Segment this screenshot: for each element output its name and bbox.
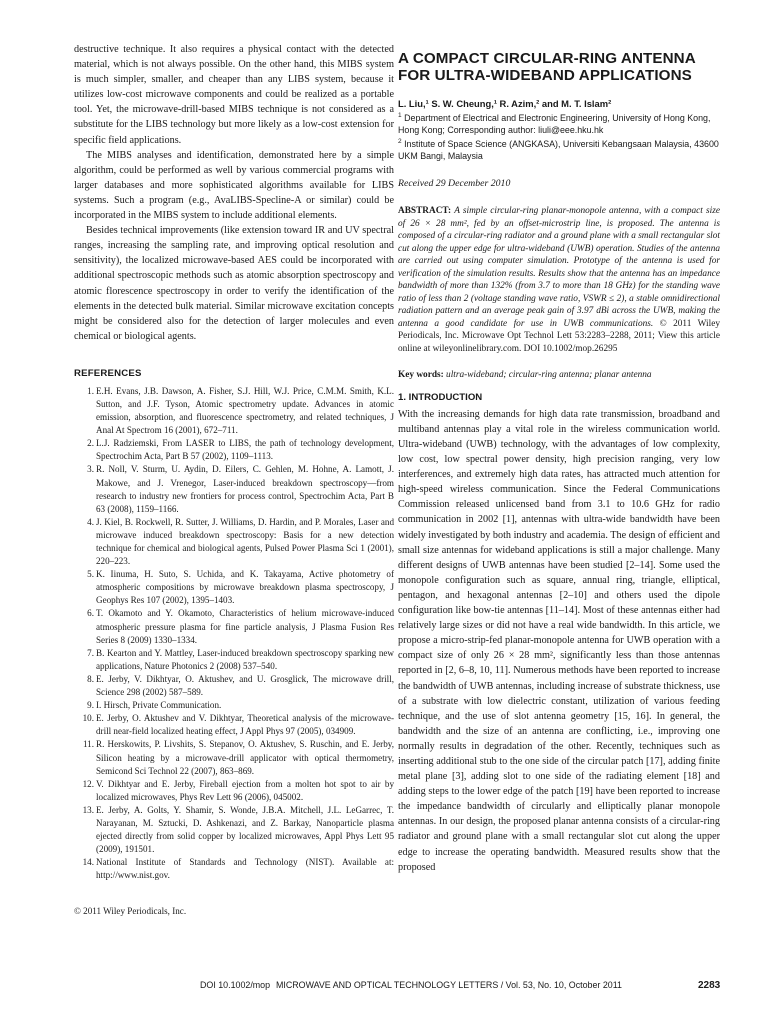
- abstract: [398, 205, 720, 355]
- body-paragraph: Besides technical improvements (like extension toward IR and UV spectral ranges, increasing the sampling rate, and improving optical resolution and sensitivity), the localized microwave-based AES could be incorporated with additional spectroscopic methods such as atomic absorption spectroscopy and atomic florescence spectroscopy in order to verify the identification of the elements in the detected bulk material. Similar microwave excitation concepts might be considered also for the detection of larger molecules and even chemical or biological agents.: [74, 225, 394, 342]
- reference-item: 2. L.J. Radziemski, From LASER to LIBS, the path of technology development, Spectrochim Acta, Part B 57 (2002), 1109–1113.: [87, 438, 394, 462]
- reference-item: 4. J. Kiel, B. Rockwell, R. Sutter, J. Williams, D. Hardin, and P. Morales, Laser and microwave induced breakdown spectroscopy: Basis for a new detection technique for chemical and biological agents, Pulsed Power Plasma Sci 1 (2001), 220–223.: [87, 516, 394, 567]
- copyright-notice: © 2011 Wiley Periodicals, Inc.: [74, 906, 187, 917]
- title-line: A COMPACT CIRCULAR-RING ANTENNA: [398, 50, 696, 67]
- reference-item: 8. E. Jerby, V. Dikhtyar, O. Aktushev, and U. Grosglick, The microwave drill, Science 298 (2002) 587–589.: [87, 673, 394, 698]
- reference-item: 6. T. Okamoto and Y. Okamoto, Characteristics of helium microwave-induced atmospheric pressure plasma for fine particle analysis, J Plasma Fusion Res Series 8 (2009) 1330–1334.: [87, 608, 394, 645]
- body-paragraph: With the increasing demands for high data rate transmission, broadband and multiband antennas play a vital role in the wireless communication world. Ultra-wideband (UWB) technology, with the advantages of low complexity, low cost, low spectral power density, high precision ranging, very low interferences, and extremely high data rates, has attracted much attention for high-speed wireless communication. Since the Federal Communications Commission released unlicensed band from 3.1 to 10.6 GHz for radio communication in 2002 [1], antennas with ultra-wide bandwidth have been widely investigated by both industry and academia. The design of efficient and small size antennas for wideband applications is still a major challenge. Many different designs of UWB antennas have been studied [2–14]. Some used the monopole configuration such as square, annual ring, triangle, elliptical, pentagon, and hexagonal antennas [2–10] and others used the dipole configuration like bow-tie antennas [11–14]. Most of these antennas either had relatively large sizes or did not have a real wide bandwidth. In this article, we propose a micro-strip-fed planar-monopole antenna for UWB operation with a compact size of only 26 × 28 mm², significantly less than those antennas reported in [2, 6–8, 10, 11]. Numerous methods have been reported to increase the bandwidth of UWB antennas, including increase of substrate thickness, use of a substrate with low dielectric constant, utilization of various feeding technique, and the use of slot antenna geometry [15, 16]. In general, the bandwidth and the size of an antenna are conflicting, i.e., improving one normally results in degradation of the other. Recently, techniques such as inserting additional stub to the one side of the circular patch [17], adding finite metal plane [3], adding slot to one side of the radiating element [18] and adding steps to the lower edge of the patch [19] have been reported to increase the impedance bandwidth of circularly and elliptically planar monopole antennas. In our design, the proposed planar antenna consists of a circular-ring radiator and ground plane with a small rectangular slot cut along the upper edge to increase the operating bandwidth. Measured results show that the proposed: [398, 408, 720, 873]
- authors: L. Liu,¹ S. W. Cheung,¹ R. Azim,² and M. T. Islam²: [398, 98, 612, 109]
- body-paragraph: The MIBS analyses and identification, demonstrated here by a simple algorithm, could be performed as well by various commercial programs with larger databases and more sophisticated algorithms available for LIBS systems. Such a program (e.g., AvaLIBS-Specline-A or similar) could be incorporated in the MIBS system to include additional elements.: [74, 149, 394, 222]
- affiliation: $^2$ Institute of Space Science (ANGKASA), Universiti Kebangsaan Malaysia, 43600 UKM Bangi, Malaysia: [398, 138, 719, 161]
- reference-item: 13. E. Jerby, A. Golts, Y. Shamir, S. Wonde, J.B.A. Mitchell, J.L. LeGarrec, T. Narayanan, M. Sztucki, D. Ashkenazi, and Z. Barkay, Nanoparticle plasma ejected directly from solid copper by localized microwaves, Appl Phys Lett 95 (2009), 191501.: [82, 804, 394, 855]
- reference-item: 1. E.H. Evans, J.B. Dawson, A. Fisher, S.J. Hill, W.J. Price, C.M.M. Smith, K.L. Sutton, and J.F. Tyson, Atomic spectrometry update. Advances in atomic emission, absorption, and fluorescence spectrometry, and related techniques, J Anal At Spectrom 16 (2001), 672–711.: [87, 385, 394, 436]
- footer-doi: DOI 10.1002/mop: [200, 980, 271, 990]
- page-number: 2283: [698, 980, 721, 991]
- reference-item: 9. I. Hirsch, Private Communication.: [87, 700, 222, 711]
- reference-item: 3. R. Noll, V. Sturm, U. Aydin, D. Eilers, C. Gehlen, M. Hohne, A. Lamott, J. Makowe, and J. Vrenegor, Laser-induced breakdown spectroscopy—from research to industry new frontiers for process control, Spectrochim Acta, Part B 63 (2008), 1159–1166.: [87, 464, 394, 514]
- title-line: FOR ULTRA-WIDEBAND APPLICATIONS: [398, 67, 692, 84]
- right-column: [398, 42, 720, 875]
- keywords: [398, 369, 720, 382]
- article-title: [398, 50, 720, 84]
- abstract-text: A simple circular-ring planar-monopole antenna, with a compact size of 26 × 28 mm², fed by an offset-microstrip line, is proposed. The antenna is composed of a circular-ring radiator and a ground plane with a small rectangular slot cut along the upper edge for ultra-wideband (UWB) operation. Studies of the antenna are carried out using computer simulation. Prototype of the antenna is used for verification of the simulation results. Results show that the antenna has an impedance bandwidth of more than 132% (from 3.7 to more than 18 GHz) for the standing wave ratio of less than 2 (voltage standing wave ratio, VSWR ≤ 2), a stable omnidirectional radiation pattern and an average peak gain of 3.97 dBi across the UWB, making the antenna a good candidate for use in UWB communications.: [398, 206, 720, 329]
- abstract-label: ABSTRACT:: [398, 206, 452, 217]
- reference-item: 10. E. Jerby, O. Aktushev and V. Dikhtyar, Theoretical analysis of the microwave-drill near-field localized heating effect, J Appl Phys 97 (2005), 034909.: [82, 713, 394, 737]
- left-column: [74, 42, 394, 916]
- received-date: Received 29 December 2010: [398, 178, 511, 190]
- keywords-text: ultra-wideband; circular-ring antenna; planar antenna: [446, 370, 652, 381]
- references-list: [74, 385, 394, 883]
- section-heading: 1. INTRODUCTION: [398, 391, 483, 403]
- references-heading: REFERENCES: [74, 367, 142, 379]
- affiliation: $^1$ Department of Electrical and Electronic Engineering, University of Hong Kong, Hong Kong; Corresponding author: liuli@eee.hku.hk: [398, 112, 711, 135]
- reference-item: 5. K. Iinuma, H. Suto, S. Uchida, and K. Takayama, Active photometry of atmospheric compositions by microwave breakdown plasma spectroscopy, J Geophys Res 107 (2002), 1395–1403.: [87, 569, 394, 606]
- body-paragraph: destructive technique. It also requires a physical contact with the detected material, which is not always possible. On the other hand, this MIBS system is much simpler, smaller, and cheaper than any LIBS system, because it utilizes low-cost microwave components and could be realized as a portable tool. Yet, the microwave-drill-based MIBS technique is not considered as a substitute for the LIBS technology but more likely as a low-cost extension for specific field applications.: [74, 44, 394, 146]
- reference-item: 14. National Institute of Standards and Technology (NIST). Available at: http://www.nist.gov.: [82, 857, 394, 881]
- keywords-label: Key words:: [398, 370, 444, 381]
- footer-journal: MICROWAVE AND OPTICAL TECHNOLOGY LETTERS / Vol. 53, No. 10, October 2011: [276, 980, 622, 990]
- reference-item: 11. R. Herskowits, P. Livshits, S. Stepanov, O. Aktushev, S. Ruschin, and E. Jerby, Silicon heating by a microwave-drill applicator with optical thermometry, Semicond Sci Technol 22 (2007), 863–869.: [82, 739, 394, 776]
- abstract-citation: © 2011 Wiley Periodicals, Inc. Microwave Opt Technol Lett 53:2283–2288, 2011; View this article online at wileyonlinelibrary.com. DOI 10.1002/mop.26295: [398, 318, 720, 354]
- reference-item: 12. V. Dikhtyar and E. Jerby, Fireball ejection from a molten hot spot to air by localized microwaves, Phys Rev Lett 96 (2006), 045002.: [82, 778, 394, 802]
- reference-item: 7. B. Kearton and Y. Mattley, Laser-induced breakdown spectroscopy sparking new applications, Nature Photonics 2 (2008) 537–540.: [87, 647, 394, 671]
